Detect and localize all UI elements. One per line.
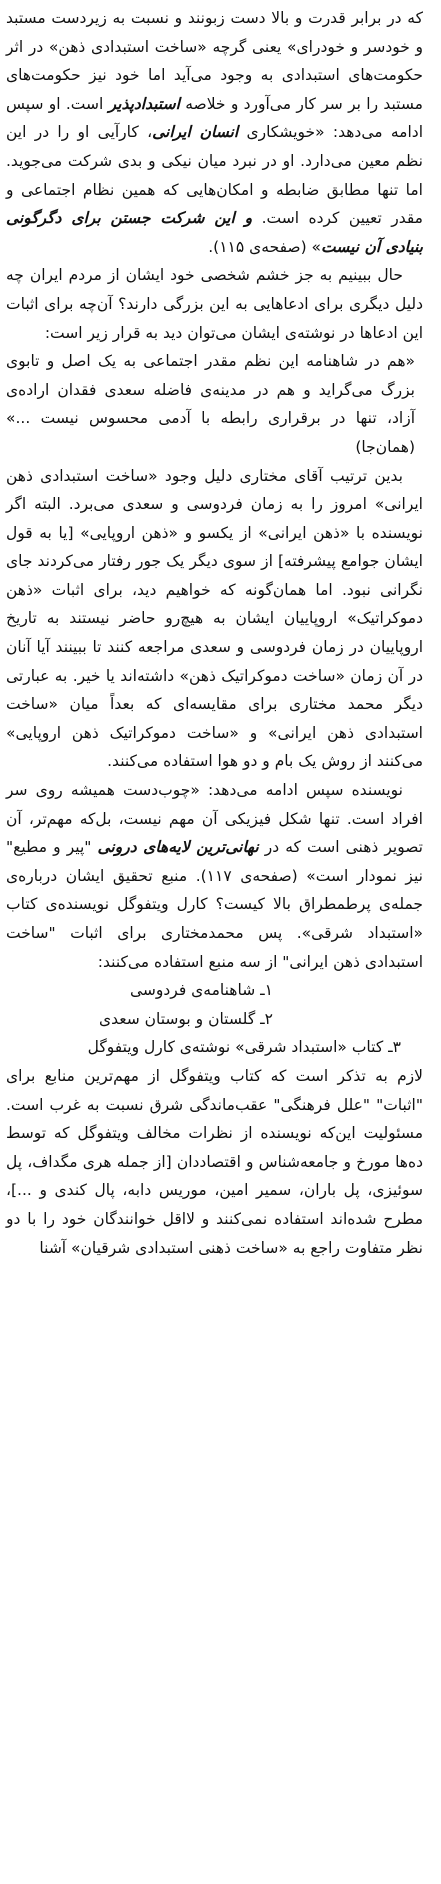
paragraph-5-text-a: نویسنده سپس ادامه می‌دهد: «چوب‌دست همیشه روی سر افراد است. تنها شکل فیزیکی آن مهم نیست، بل‌که مهم‌تر، آن تصویر ذهنی است که در	[6, 781, 423, 857]
sources-list	[6, 976, 423, 1062]
paragraph-2: حال ببینیم به جز خشم شخصی خود ایشان از مردم ایران چه دلیل دیگری برای ادعاهایی به این بزرگی دارند؟ آن‌چه برای اثبات این ادعاها در نوشته‌ی ایشان می‌توان دید به قرار زیر است:	[6, 266, 423, 342]
paragraph-1-text-a: که در برابر قدرت و بالا دست زبونند و نسبت به زیردست مستبد و خودسر و خودرای» یعنی گرچه «ساخت استبدادی ذهن» در اثر حکومت‌های استبدادی به وجود می‌آید اما خود نیز حکومت‌های مستبد را بر سر کار می‌آورد و خلاصه	[6, 9, 423, 113]
list-item: ۳ـ کتاب «استبداد شرقی» نوشته‌ی کارل ویتفوگل	[87, 1038, 401, 1057]
list-item: ۱ـ شاهنامه‌ی فردوسی	[129, 981, 273, 1000]
quote-shahnameh: «هم در شاهنامه این نظم مقدر اجتماعی به یک اصل و تابوی بزرگ می‌گراید و هم در مدینه‌ی فاضله سعدی فقدان اراده‌ی آزاد، تنها در برقراری رابطه با آدمی محسوس نیست ...» (همان‌جا)	[6, 352, 415, 456]
paragraph-6: لازم به تذکر است که کتاب ویتفوگل از مهم‌ترین منابع برای "اثبات" "علل فرهنگی" عقب‌ماندگی شرق نسبت به غرب است. مسئولیت این‌که نویسنده از نظرات مخالف ویتفوگل که توسط ده‌ها مورخ و جامعه‌شناس و اقتصاددان [از جمله هری مگداف، پل سوئیزی، پل باران، سمیر امین، موریس دابه، پال کندی و ...]، مطرح شده‌اند استفاده نمی‌کنند و لااقل خوانندگان خود را با دو نظر متفاوت راجع به «ساخت ذهنی استبدادی شرقیان» آشنا	[6, 1066, 423, 1257]
paragraph-1-text-g: » (صفحه‌ی ۱۱۵).	[208, 237, 322, 256]
paragraph-1-text-e: ، کارآیی او را در این نظم معین می‌دارد. او در نبرد میان نیکی و بدی شرکت می‌جوید. اما تنها مطابق ضابطه و امکان‌هایی که همین نظام اجتماعی و مقدر تعیین کرده است.	[6, 123, 423, 228]
emphasis-ensan-irani: انسان ایرانی	[152, 123, 239, 142]
paragraph-1	[6, 4, 423, 261]
paragraph-1-text-c: است. او سپس ادامه می‌دهد: «خویشکاری	[6, 94, 423, 142]
paragraph-5-text-c: "پیر و مطیع" نیز نمودار است» (صفحه‌ی ۱۱۷). منبع تحقیق ایشان درباره‌ی جمله‌ی پرطمطراق بالا کیست؟ کارل ویتفوگل نویسنده‌ی کتاب «استبداد شرقی». پس محمدمختاری برای اثبات "ساخت استبدادی ذهن ایرانی" از سه منبع استفاده می‌کنند:	[6, 838, 423, 971]
list-item: ۲ـ گلستان و بوستان سعدی	[98, 1009, 273, 1028]
emphasis-sherkat: و این شرکت جستن برای دگرگونی بنیادی آن نیست	[6, 209, 423, 256]
paragraph-4: بدین ترتیب آقای مختاری دلیل وجود «ساخت استبدادی ذهن ایرانی» امروز را به زمان فردوسی و سعدی می‌برد. البته اگر نویسنده با «ذهن ایرانی» از یکسو و «ذهن اروپایی» [یا به قول ایشان جوامع پیشرفته] از سوی دیگر یک جور رفتار می‌کردند جای نگرانی نبود. اما همان‌گونه که خواهیم دید، برای اثبات «ذهن دموکراتیک» اروپاییان ایشان به هیچ‌رو حاضر نیستند به تاریخ اروپاییان در زمان فردوسی و سعدی مراجعه کنند تا ببینند آیا آنان در آن زمان «ساخت دموکراتیک ذهن» داشته‌اند یا خیر. به عبارتی دیگر محمد مختاری برای مقایسه‌ای که بعداً میان «ساخت استبدادی ذهن ایرانی» و «ساخت دموکراتیک ذهن اروپایی» می‌کنند از روش یک بام و دو هوا استفاده می‌کنند.	[6, 466, 423, 771]
emphasis-layeha: نهانی‌ترین لایه‌های درونی	[97, 838, 259, 857]
paragraph-5	[6, 776, 423, 976]
emphasis-esteb-dadpazir: استبدادپذیر	[108, 94, 180, 113]
